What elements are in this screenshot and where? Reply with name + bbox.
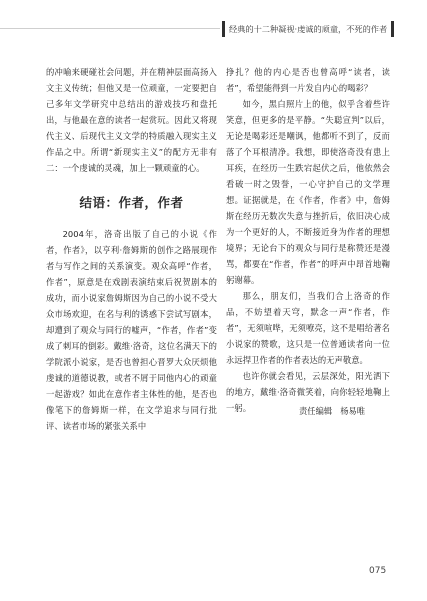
paragraph-2004: 2004年，洛奇出版了自己的小说《作者，作者》，以亨利·詹姆斯的创作之路展现作者与写作之间的关系演变。观众高呼“作者，作者”，原意是在戏剧表演结束后祝贺剧本的成功，而小说家詹姆斯因为自己的小说不受大众市场欢迎，在名与利的诱惑下尝试写剧本，却遭到了观众与同行的嘘声，“作者，作者”变成了刺耳的倒彩。戴维·洛奇，这位名满天下的学院派小说家，是否也曾担心晋罗大众厌烦他虔诚的道德说教，或者不屑于同他内心的顽童一起游戏？如此在意作者主体性的他，是否也像笔下的詹姆斯一样，在文学追求与同行批评、读者市场的紧张关系中 <box>46 229 217 431</box>
page-number: 075 <box>369 566 387 576</box>
right-column <box>226 64 390 416</box>
paragraph-photo: 如今，黑白照片上的他，似乎含着些许笑意，但更多的是平静。“失聪宣判”以后，无论是喝彩还是嘲讽，他都听不到了，反而落了个耳根清净。我想，即使洛奇没有患上耳疾，在经历一生跌宕起伏之后，他依然会看破一时之毁誉，一心守护自己的文学理想。证据就是，在《作者，作者》中，詹姆斯在经历无数次失意与挫折后，依旧决心成为一个更好的人，不断接近身为作者的理想境界；无论台下的观众与同行是称赞还是漫骂，都要在“作者，作者”的呼声中昂首地鞠躬谢幕。 <box>226 99 390 285</box>
intro-paragraph: 的冲喻来硬碰社会问题，并在精神层面高扬入文主义传统；但他又是一位顽童，一定要把自己多年文学研究中总结出的游戏技巧和盘托出，与他最在意的读者一起赏玩。因此又将现代主义、后现代主义文学的特质融入现实主义作品之中。所谓“新现实主义”的配方无非有二：一个虔诚的灵魂，加上一颗顽童的心。 <box>46 67 217 173</box>
left-column <box>46 64 217 434</box>
continuation-paragraph: 挣扎？他的内心是否也曾高呼“读者，读者”，希望能得到一片发自内心的喝彩？ <box>226 67 390 93</box>
editor-role: 责任编辑 <box>299 406 333 416</box>
paragraph-closing: 也许你就会看见，云层深处，阳光洒下的地方，戴维·洛奇微笑着，向你轻轻地鞠上一躬。 <box>226 371 390 413</box>
running-title: 经典的十二种凝视·虔诚的顽童，不死的作者 <box>229 24 388 34</box>
running-header <box>222 21 394 37</box>
editor-credit <box>299 405 365 417</box>
paragraph-friends: 那么，朋友们，当我们合上洛奇的作品，不妨望着天穹，默念一声“作者，作者”，无须喧哗，无须嘹亮，这不是唱给著名小说家的赞歌，这只是一位普通读者向一位永远捍卫作者的作者表达的无声敬意。 <box>226 291 390 365</box>
section-heading: 结语：作者，作者 <box>79 195 184 210</box>
editor-name: 杨易唯 <box>340 406 366 416</box>
header-rule <box>0 28 220 29</box>
